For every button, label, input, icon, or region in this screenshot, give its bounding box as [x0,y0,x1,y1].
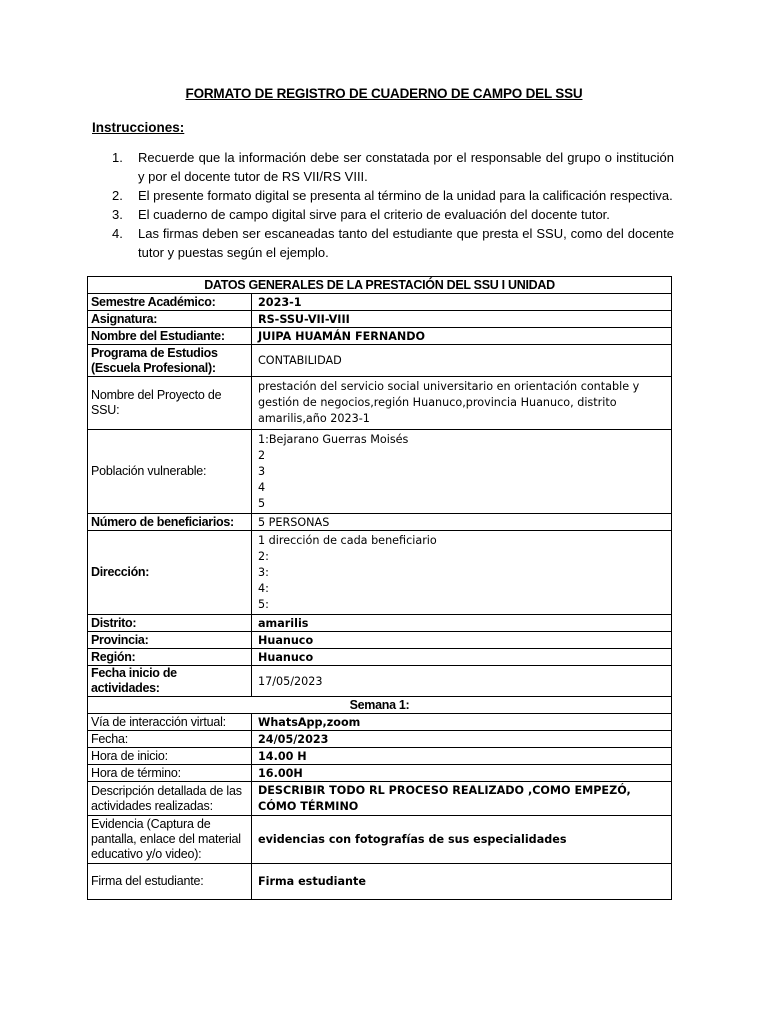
hora-termino-value: 16.00H [252,765,672,782]
table-header-row [88,277,672,294]
semestre-value: 2023-1 [252,294,672,311]
poblacion-label: Población vulnerable: [88,430,252,514]
table-row [88,714,672,731]
provincia-value: Huanuco [252,632,672,649]
instruction-text: El presente formato digital se presenta al término de la unidad para la calificación respectiva. [138,188,673,203]
instructions-heading: Instrucciones: [92,120,185,135]
poblacion-item: 4 [258,480,266,494]
fecha-value: 24/05/2023 [252,731,672,748]
direccion-item: 1 dirección de cada beneficiario [258,533,437,547]
asignatura-label: Asignatura: [88,311,252,328]
beneficiarios-value: 5 PERSONAS [252,514,672,531]
direccion-value [252,531,672,615]
programa-label-line: (Escuela Profesional): [91,360,216,375]
instruction-number: 3. [112,207,123,222]
firma-label: Firma del estudiante: [88,864,252,900]
fecha-inicio-label: Fecha inicio de actividades: [88,666,252,697]
table-row [88,666,672,697]
instruction-text: Las firmas deben ser escaneadas tanto del estudiante que presta el SSU, como del docente tutor y puestas según el ejemplo. [138,226,674,260]
descripcion-value: DESCRIBIR TODO RL PROCESO REALIZADO ,COMO EMPEZÓ, CÓMO TÉRMINO [252,782,672,816]
table-row [88,649,672,666]
via-value: WhatsApp,zoom [252,714,672,731]
evidencia-label: Evidencia (Captura de pantalla, enlace del material educativo y/o video): [88,816,252,864]
table-row [88,328,672,345]
beneficiarios-label: Número de beneficiarios: [88,514,252,531]
instruction-number: 2. [112,188,123,203]
table-row [88,531,672,615]
table-row [88,816,672,864]
table-row [88,294,672,311]
instruction-text: Recuerde que la información debe ser constatada por el responsable del grupo o institución y por el docente tutor de RS VII/RS VIII. [138,150,674,184]
direccion-label: Dirección: [88,531,252,615]
poblacion-item: 1:Bejarano Guerras Moisés [258,432,409,446]
hora-inicio-label: Hora de inicio: [88,748,252,765]
programa-value: CONTABILIDAD [252,345,672,377]
direccion-item: 4: [258,581,269,595]
instruction-text: El cuaderno de campo digital sirve para el criterio de evaluación del docente tutor. [138,207,610,222]
table-row [88,748,672,765]
direccion-item: 5: [258,597,269,611]
descripcion-label: Descripción detallada de las actividades realizadas: [88,782,252,816]
region-label: Región: [88,649,252,666]
table-row [88,697,672,714]
asignatura-value: RS-SSU-VII-VIII [252,311,672,328]
instruction-item [112,224,674,262]
table-row [88,311,672,328]
table-header: DATOS GENERALES DE LA PRESTACIÓN DEL SSU I UNIDAD [88,277,672,294]
semestre-label: Semestre Académico: [88,294,252,311]
table-row [88,377,672,430]
instruction-number: 1. [112,150,123,165]
direccion-item: 2: [258,549,269,563]
evidencia-value: evidencias con fotografías de sus especialidades [252,816,672,864]
registro-table [87,276,672,900]
hora-termino-label: Hora de término: [88,765,252,782]
table-row [88,864,672,900]
poblacion-item: 5 [258,496,266,510]
table-row [88,514,672,531]
programa-label-line: Programa de Estudios [91,345,218,360]
table-row [88,632,672,649]
provincia-label: Provincia: [88,632,252,649]
table-row [88,782,672,816]
estudiante-value: JUIPA HUAMÁN FERNANDO [252,328,672,345]
via-label: Vía de interacción virtual: [88,714,252,731]
direccion-item: 3: [258,565,269,579]
poblacion-item: 2 [258,448,266,462]
instruction-item [112,186,674,205]
distrito-value: amarilis [252,615,672,632]
firma-value: Firma estudiante [252,864,672,900]
poblacion-value [252,430,672,514]
page-title: FORMATO DE REGISTRO DE CUADERNO DE CAMPO DEL SSU [185,86,583,101]
instruction-item [112,148,674,186]
poblacion-item: 3 [258,464,266,478]
hora-inicio-value: 14.00 H [252,748,672,765]
table-row [88,430,672,514]
table-row [88,765,672,782]
table-row [88,615,672,632]
distrito-label: Distrito: [88,615,252,632]
instruction-item [112,205,674,224]
region-value: Huanuco [252,649,672,666]
fecha-label: Fecha: [88,731,252,748]
table-row [88,731,672,748]
semana-header: Semana 1: [88,697,672,714]
instructions-list [112,148,674,262]
table-row [88,345,672,377]
fecha-inicio-value: 17/05/2023 [252,666,672,697]
proyecto-value: prestación del servicio social universitario en orientación contable y gestión de negocios,región Huanuco,provincia Huanuco, distrito amarilis,año 2023-1 [252,377,672,430]
estudiante-label: Nombre del Estudiante: [88,328,252,345]
instruction-number: 4. [112,226,123,241]
proyecto-label: Nombre del Proyecto de SSU: [88,377,252,430]
programa-label [88,345,252,377]
